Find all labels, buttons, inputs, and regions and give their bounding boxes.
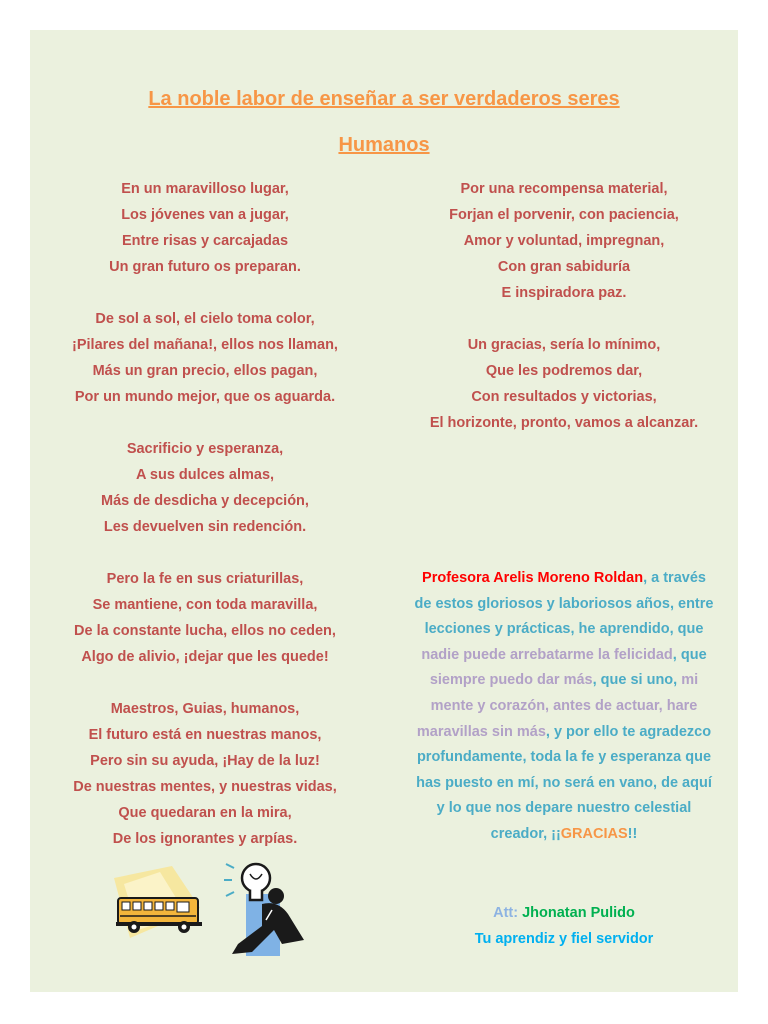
dedication-text-run: !! <box>627 825 638 842</box>
poem-line: Entre risas y carcajadas <box>121 233 289 249</box>
poem-stanza <box>396 176 732 306</box>
poem-stanza <box>396 332 732 436</box>
dedication-line <box>396 566 732 592</box>
signature-label: Att: <box>493 905 523 921</box>
dedication-text-run: , a través <box>643 570 706 586</box>
poem-line: Les devuelven sin redención. <box>103 519 307 535</box>
dedication-text-run: GRACIAS <box>560 825 628 842</box>
dedication-line <box>396 771 732 797</box>
signature-line <box>396 900 732 926</box>
poem-line: Más un gran precio, ellos pagan, <box>92 363 318 379</box>
poem-line: De nuestras mentes, y nuestras vidas, <box>73 779 337 795</box>
dedication-line <box>396 796 732 822</box>
poem-line: Pero sin su ayuda, ¡Hay de la luz! <box>90 753 320 769</box>
poem-line: De la constante lucha, ellos no ceden, <box>74 623 336 639</box>
dedication-text-run: nadie puede arrebatarme la felicidad <box>421 646 673 663</box>
poem-line: Amor y voluntad, impregnan, <box>463 233 665 249</box>
dedication-line <box>396 643 732 669</box>
poem-line: Por un mundo mejor, que os aguarda. <box>74 389 336 405</box>
dedication-line <box>396 720 732 746</box>
poem-line: El horizonte, pronto, vamos a alcanzar. <box>429 415 699 431</box>
poem-line: ¡Pilares del mañana!, ellos nos llaman, <box>72 337 338 353</box>
dedication-text-run: siempre puedo dar más <box>429 672 593 689</box>
poem-line: Un gracias, sería lo mínimo, <box>467 337 661 353</box>
dedication-text-run: lecciones y prácticas, he aprendido, que <box>424 621 704 638</box>
dedication-text-run: Profesora Arelis Moreno Roldan <box>422 570 644 586</box>
dedication-text-run: creador, ¡¡ <box>490 825 561 842</box>
poem-line: Más de desdicha y decepción, <box>101 493 309 509</box>
dedication-line <box>396 668 732 694</box>
poem-stanza <box>40 436 370 540</box>
school-bus-icon <box>110 864 210 944</box>
poem-line: Con gran sabiduría <box>497 259 631 275</box>
page-title: La noble labor de enseñar a ser verdaderos seres <box>148 88 620 110</box>
poem-line: Forjan el porvenir, con paciencia, <box>449 207 679 223</box>
signature-name: Jhonatan Pulido <box>522 905 635 921</box>
poem-line: Sacrificio y esperanza, <box>126 441 284 457</box>
poem-line: Que quedaran en la mira, <box>118 805 292 821</box>
poem-stanza <box>40 696 370 852</box>
poem-right-column <box>396 176 732 462</box>
poem-stanza <box>40 566 370 670</box>
dedication-text-run: mi <box>681 672 699 689</box>
dedication-line <box>396 745 732 771</box>
page-title-line-2: Humanos <box>338 134 430 156</box>
poem-line: Un gran futuro os preparan. <box>109 259 301 275</box>
dedication-text-run: , que si uno, <box>592 672 682 689</box>
poem-line: Con resultados y victorias, <box>471 389 657 405</box>
dedication-text-run: y lo que nos depare nuestro celestial <box>436 800 692 817</box>
poem-stanza <box>40 176 370 280</box>
dedication-text-run: , que <box>672 646 707 663</box>
dedication-text-run: has puesto en mí, no será en vano, de aquí <box>416 774 712 791</box>
poem-line: Los jóvenes van a jugar, <box>121 207 289 223</box>
dedication-text-run: profundamente, toda la fe y esperanza que <box>416 749 712 766</box>
poem-stanza <box>40 306 370 410</box>
dedication-line <box>396 592 732 618</box>
poem-line: Algo de alivio, ¡dejar que les quede! <box>81 649 329 665</box>
poem-line: E inspiradora paz. <box>501 285 627 301</box>
dedication-paragraph <box>396 566 732 848</box>
poem-line: Que les podremos dar, <box>485 363 643 379</box>
poem-line: El futuro está en nuestras manos, <box>88 727 322 743</box>
poem-line: Por una recompensa material, <box>460 181 668 197</box>
poem-line: Pero la fe en sus criaturillas, <box>106 571 304 587</box>
signature-role: Tu aprendiz y fiel servidor <box>474 931 654 947</box>
lightbulb-thinker-icon <box>222 860 314 958</box>
poem-left-column <box>40 176 370 878</box>
poem-line: De sol a sol, el cielo toma color, <box>95 311 315 327</box>
poem-line: A sus dulces almas, <box>135 467 275 483</box>
dedication-line <box>396 617 732 643</box>
dedication-text-run: de estos gloriosos y laboriosos años, entre <box>414 595 714 612</box>
dedication-line <box>396 822 732 848</box>
dedication-line <box>396 694 732 720</box>
dedication-text-run: mente y corazón, antes de actuar, hare <box>430 697 698 714</box>
poem-line: Maestros, Guias, humanos, <box>110 701 300 717</box>
poem-line: En un maravilloso lugar, <box>121 181 289 197</box>
poem-line: De los ignorantes y arpías. <box>112 831 298 847</box>
dedication-text-run: maravillas sin más <box>416 723 546 740</box>
poem-line: Se mantiene, con toda maravilla, <box>92 597 318 613</box>
dedication-text-run: , y por ello te agradezco <box>545 723 712 740</box>
signature <box>396 900 732 952</box>
page <box>30 30 738 992</box>
